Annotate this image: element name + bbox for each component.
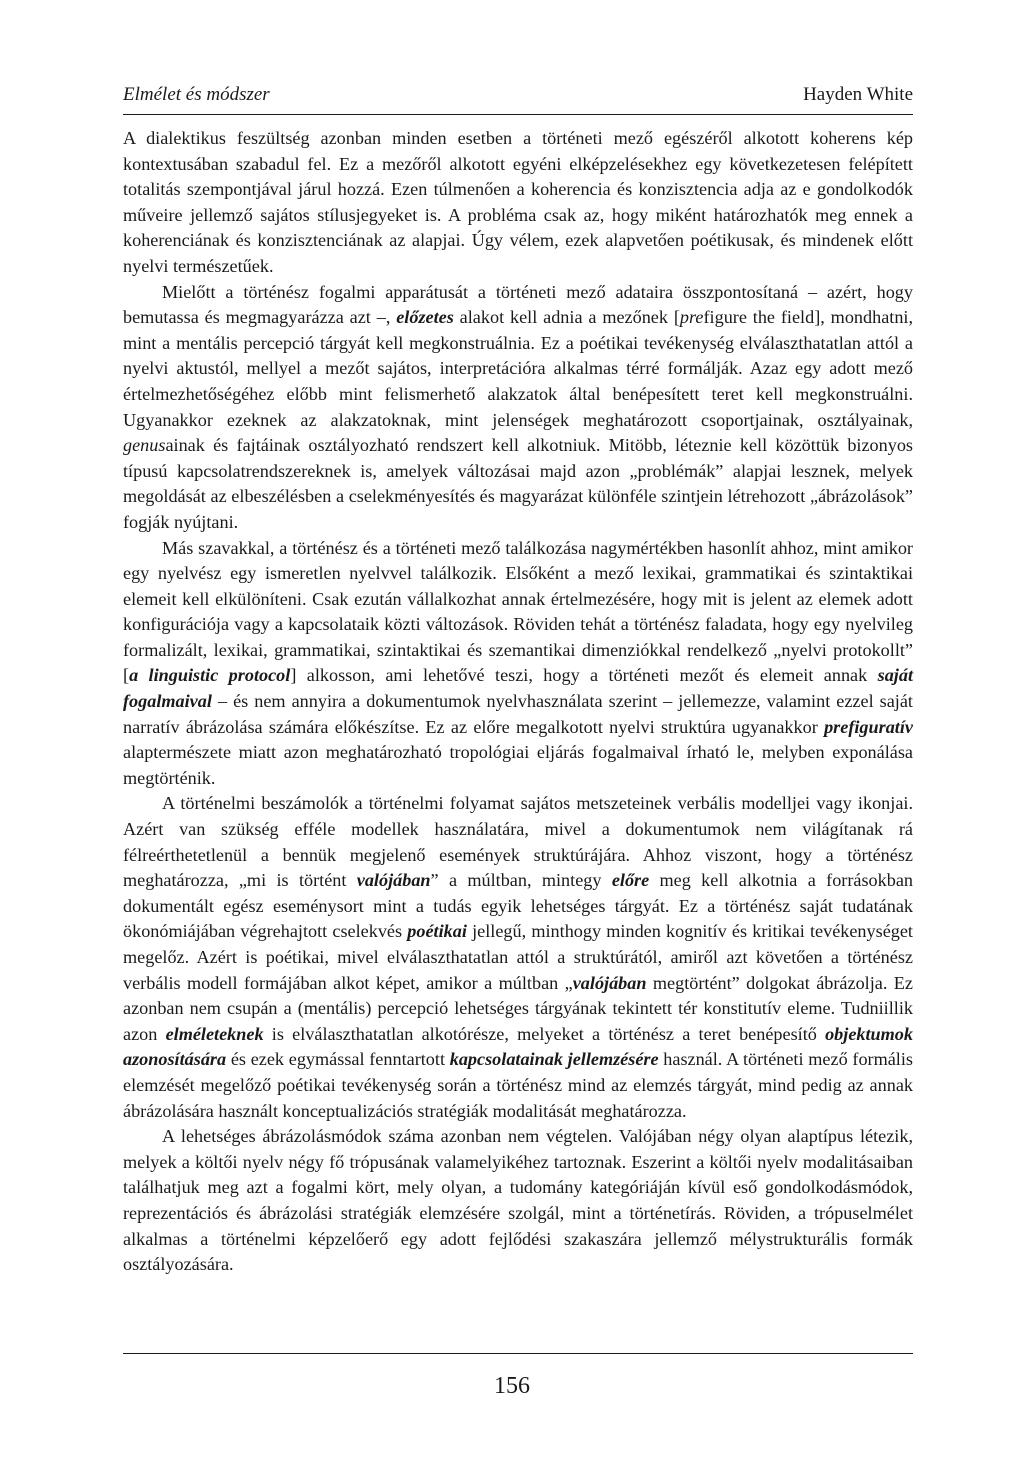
text-run: ] alkosson, ami lehetővé teszi, hogy a történeti mezőt és elemeit annak	[290, 665, 878, 686]
text-run: figure the field], mondhatni, mint a mentális percepció tárgyát kell megkonstruálnia. Ez a poétikai tevékenység elválaszthatatlan attól a nyelvi aktustól, mellyel a mezőt sajátos, interpretációra alkalmas térré formálják. Azaz egy adott mező értelmezhetőségéhez előbb mint felismerhető alakzatok által benépesített teret kell megkonstruálni. Ugyanakkor ezeknek az alakzatoknak, mint jelenségek meghatározott csoportjainak, osztályainak,	[123, 307, 914, 430]
text-run: megtörtént” dolgokat ábrázolja. Ez azonban nem csupán a (mentális) percepció lehetséges tárgyának tekintett tér konstitutív eleme. Tudniillik azon	[123, 972, 913, 1044]
emphasis: kapcsolatainak jellemzésére	[449, 1049, 659, 1070]
text-run: A lehetséges ábrázolásmódok száma azonban nem végtelen. Valójában négy olyan alaptípus létezik, melyek a költői nyelv négy fő trópusának valamelyikéhez tartoznak. Eszerint a költői nyelv modalitásaiban találhatjuk meg azt a fogalmi kört, mely olyan, a tudomány kategóriáján kívül eső gondolkodásmódok, reprezentációs és ábrázolási stratégiák elemzésére szolgál, mint a történetírás. Röviden, a trópuselmélet alkalmas a történelmi képzelőerő egy adott fejlődési szakaszára jellemző mélystrukturális formák osztályozására.	[123, 1126, 913, 1275]
italic-term: pre	[679, 307, 704, 328]
emphasis: prefiguratív	[824, 716, 913, 737]
text-run: jellegű, minthogy minden kognitív és kritikai tevékenységet megelőz. Azért is poétikai, mivel elválaszthatatlan attól a struktúrától, amiről azt követően a történész verbális modell formájában alkot képet, amikor a múltban „	[123, 921, 913, 993]
text-run: Mielőtt a történész fogalmi apparátusát a történeti mező adataira összpontosítaná – azért, hogy bemutassa és megmagyarázza azt –,	[123, 281, 913, 328]
emphasis: elméleteknek	[165, 1023, 264, 1044]
emphasis: a linguistic protocol	[129, 665, 291, 686]
emphasis: előzetes	[396, 307, 454, 328]
emphasis: objektumok azonosítására	[123, 1023, 913, 1070]
text-run: meg kell alkotnia a forrásokban dokumentált egész eseménysort mint a tudás egyik lehetséges tárgyát. Ez a történész saját tudatának ökonómiájában végrehajtott cselekvés	[123, 870, 913, 942]
emphasis: előre	[611, 870, 650, 891]
running-header	[123, 84, 913, 112]
section-title: Elmélet és módszer	[123, 84, 270, 105]
emphasis: valójában	[572, 972, 647, 993]
italic-term: genus	[123, 435, 166, 456]
header-rule	[123, 114, 913, 115]
footer-rule	[123, 1353, 913, 1354]
text-run: használ. A történeti mező formális elemzését megelőző poétikai tevékenység során a történész mind az elemzés tárgyát, mind pedig az annak ábrázolására használt konceptualizációs stratégiák modalitását meghatározza.	[123, 1049, 913, 1121]
paragraph	[123, 280, 913, 536]
text-run: Más szavakkal, a történész és a történeti mező találkozása nagymértékben hasonlít ahhoz, mint amikor egy nyelvész egy ismeretlen nyelvvel találkozik. Elsőként a mező lexikai, grammatikai és szintaktikai elemeit kell elkülöníteni. Csak ezután vállalkozhat annak értelmezésére, hogy mit is jelent az elemek adott konfigurációja vagy a kapcsolataik közti változások. Röviden tehát a történész faladata, hogy egy nyelvileg formalizált, lexikai, grammatikai, szintaktikai és szemantikai dimenziókkal rendelkező „nyelvi protokollt” [	[123, 537, 913, 686]
text-run: A történelmi beszámolók a történelmi folyamat sajátos metszeteinek verbális modelljei vagy ikonjai. Azért van szükség efféle modellek használatára, mivel a dokumentumok nem világítanak rá félreérthetetlenül a bennük megjelenő események struktúrájára. Ahhoz viszont, hogy a történész meghatározza, „mi is történt	[123, 793, 913, 891]
text-run: – és nem annyira a dokumentumok nyelvhasználata szerint – jellemezze, valamint ezzel saját narratív ábrázolása számára előkészítse. Ez az előre megalkotott nyelvi struktúra ugyanakkor	[123, 691, 913, 737]
author-name: Hayden White	[803, 84, 913, 105]
text-run: is elválaszthatatlan alkotórésze, melyeket a történész a teret benépesítő	[263, 1023, 826, 1044]
text-run: A dialektikus feszültség azonban minden esetben a történeti mező egészéről alkotott koherens kép kontextusában szabadul fel. Ez a mezőről alkotott egyéni elképzelésekhez egy következetesen felépített totalitás szempontjával járul hozzá. Ezen túlmenően a koherencia és konzisztencia adja az e gondolkodók műveire jellemző sajátos stílusjegyeket is. A probléma csak az, hogy miként határozhatók meg ennek a koherenciának és konzisztenciának az alapjai. Úgy vélem, ezek alapvetően poétikusak, és mindenek előtt nyelvi természetűek.	[123, 128, 913, 276]
paragraph	[123, 126, 913, 280]
text-run: ” a múltban, mintegy	[430, 870, 612, 891]
text-run: ainak és fajtáinak osztályozható rendszert kell alkotniuk. Mitöbb, léteznie kell közöttük bizonyos típusú kapcsolatrendszereknek is, amelyek változásai majd azon „problémák” alapjai lesznek, melyek megoldását az elbeszélésben a cselekményesítés és magyarázat különféle szintjein létrehozott „ábrázolások” fogják nyújtani.	[123, 435, 913, 532]
body-text	[123, 126, 913, 1278]
emphasis: saját fogalmaival	[123, 665, 913, 712]
emphasis: poétikai	[407, 921, 467, 942]
text-run: és ezek egymással fenntartott	[226, 1049, 450, 1070]
paragraph	[123, 791, 913, 1124]
paragraph	[123, 1124, 913, 1278]
emphasis: valójában	[356, 870, 431, 891]
text-run: alakot kell adnia a mezőnek [	[453, 307, 680, 328]
page-number: 156	[494, 1373, 530, 1399]
text-run: alaptermészete miatt azon meghatározható tropológiai eljárás fogalmaival írható le, melyben exponálása megtörténik.	[123, 742, 913, 788]
paragraph	[123, 536, 913, 792]
